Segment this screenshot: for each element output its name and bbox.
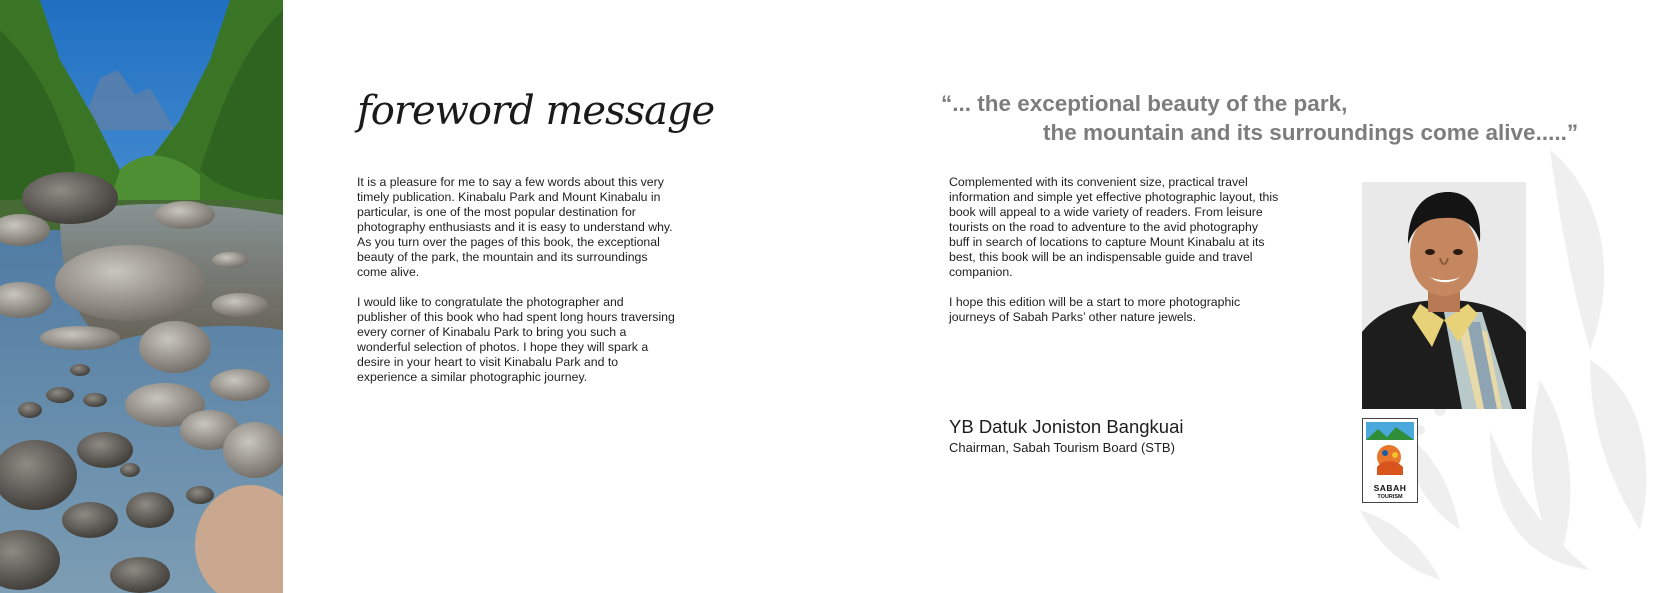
foreword-paragraph-4: I hope this edition will be a start to more photographic journeys of Sabah Parks’ other nature jewels. (949, 295, 1241, 324)
logo-label: SABAH (1373, 483, 1407, 493)
chairman-portrait (1362, 182, 1526, 409)
pull-quote (941, 89, 1591, 147)
foreword-paragraph-1: It is a pleasure for me to say a few words about this very timely publication. Kinabalu Park and Mount Kinabalu in particular, is one of the most popular destination for photography enthusiasts and it is easy to understand why. As you turn over the pages of this book, the exceptional beauty of the park, the mountain and its surroundings come alive. (357, 175, 673, 279)
river-photo (0, 0, 283, 593)
foreword-paragraph-2: I would like to congratulate the photographer and publisher of this book who had spent long hours traversing every corner of Kinabalu Park to bring you such a wonderful selection of photos. I hope they will spark a desire in your heart to visit Kinabalu Park and to experience a similar photographic journey. (357, 295, 675, 384)
logo-sublabel: TOURISM (1377, 494, 1403, 500)
signatory-name: YB Datuk Joniston Bangkuai (949, 416, 1184, 437)
pull-quote-line-1: “... the exceptional beauty of the park, (941, 91, 1348, 116)
foreword-paragraph-3: Complemented with its convenient size, practical travel information and simple yet effective photographic layout, this book will appeal to a wide variety of readers. From leisure tourists on the road to adventure to the avid photography buff in search of locations to capture Mount Kinabalu at its best, this book will be an indispensable guide and travel companion. (949, 175, 1279, 279)
pull-quote-line-2: the mountain and its surroundings come alive.....” (1043, 120, 1579, 145)
sabah-tourism-logo (1362, 418, 1418, 503)
page-title: foreword message (357, 88, 715, 134)
signatory-title: Chairman, Sabah Tourism Board (STB) (949, 440, 1175, 455)
